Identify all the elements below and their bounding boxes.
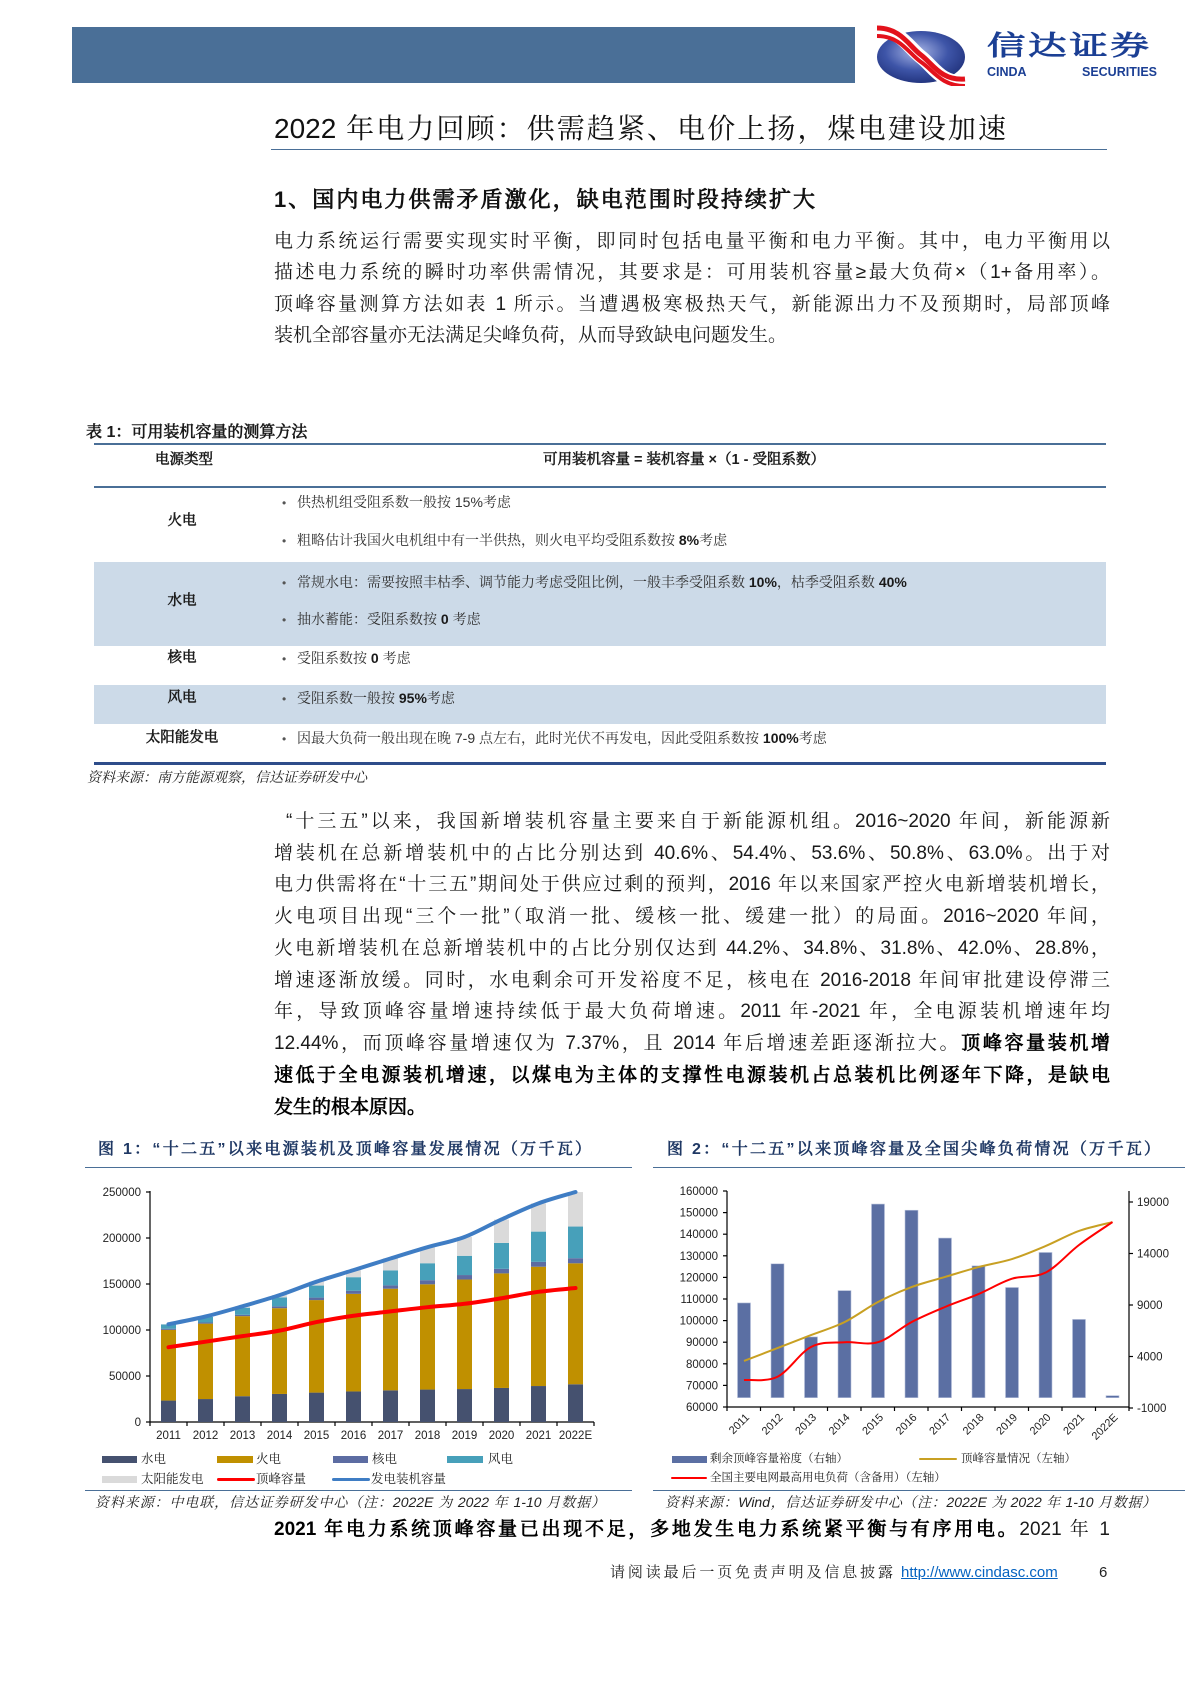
table-bullet	[282, 492, 511, 512]
bar	[1006, 1287, 1019, 1397]
table-bullet	[282, 728, 827, 748]
page-title: 2022 年电力回顾：供需趋紧、电价上扬，煤电建设加速	[274, 113, 1006, 144]
legend-swatch-icon	[217, 1478, 255, 1481]
bar-segment	[531, 1203, 546, 1231]
paragraph-line	[274, 807, 1110, 837]
bar-segment	[272, 1306, 287, 1308]
x-tick-label: 2011	[156, 1430, 181, 1442]
table-bullet	[282, 609, 481, 629]
bar-segment	[198, 1324, 213, 1399]
paragraph-line: 电力系统运行需要实现实时平衡，即同时包括电量平衡和电力平衡。其中，电力平衡用以	[274, 231, 1110, 252]
bullet-text: 考虑	[798, 730, 827, 746]
bar	[972, 1266, 985, 1398]
bullet-text: 粗略估计我国火电机组中有一半供热，则火电平均受阻系数按	[297, 532, 679, 548]
bullet-value: 40%	[878, 574, 907, 590]
bullet-value: 0	[440, 611, 449, 627]
paragraph-line	[274, 1093, 1110, 1123]
legend-label: 火电	[256, 1452, 282, 1466]
legend-label: 太阳能发电	[141, 1472, 204, 1486]
figure-source-rule	[653, 1490, 1185, 1491]
legend-swatch-icon	[332, 1478, 370, 1481]
y-tick-label: 150000	[102, 1279, 141, 1291]
bar-segment	[309, 1298, 324, 1300]
bullet-icon: •	[282, 496, 287, 510]
x-tick-label: 2016	[893, 1411, 920, 1438]
line-series	[169, 1192, 576, 1324]
bullet-icon: •	[282, 732, 287, 746]
line-series	[744, 1222, 1113, 1380]
table-row-shade	[94, 685, 1106, 724]
y-tick-label: 100000	[102, 1325, 141, 1337]
bar	[872, 1204, 885, 1398]
bar-segment	[235, 1316, 250, 1396]
table-row-label: 核电	[167, 650, 197, 666]
bar	[738, 1303, 751, 1398]
x-tick-label: 2017	[377, 1430, 404, 1442]
bar-segment	[420, 1390, 435, 1422]
y-tick-label-left: 130000	[679, 1250, 718, 1263]
footer-disclaimer: 请阅读最后一页免责声明及信息披露	[610, 1564, 893, 1581]
bar-segment	[457, 1389, 472, 1422]
figure-title-rule	[85, 1167, 632, 1168]
legend-swatch-icon	[102, 1476, 137, 1483]
bullet-text: 常规水电：需要按照丰枯季、调节能力考虑受阻比例，一般丰季受阻系数	[297, 574, 749, 590]
bar-segment	[457, 1280, 472, 1390]
x-tick-label: 2015	[860, 1411, 887, 1438]
y-tick-label: 0	[134, 1417, 141, 1429]
cinda-logo-icon	[871, 24, 969, 86]
bar-segment	[309, 1300, 324, 1393]
x-tick-label: 2021	[525, 1430, 552, 1442]
bar-segment	[346, 1291, 361, 1294]
bar-segment	[346, 1277, 361, 1291]
y-tick-label-left: 140000	[679, 1229, 718, 1242]
bar-segment	[494, 1269, 509, 1274]
bullet-text: 考虑	[699, 532, 728, 548]
y-tick-label-left: 60000	[686, 1402, 718, 1414]
bar-segment	[420, 1280, 435, 1284]
table-bullet	[282, 530, 727, 550]
figure-title: 图 1：“十二五”以来电源装机及顶峰容量发展情况（万千瓦）	[98, 1141, 591, 1158]
bar-segment	[309, 1393, 324, 1422]
bullet-text: ，枯季受阻系数	[776, 574, 879, 590]
bar-segment	[383, 1270, 398, 1285]
x-tick-label: 2021	[1061, 1411, 1088, 1438]
y-tick-label: 50000	[109, 1371, 141, 1383]
bullet-value: 8%	[678, 532, 700, 548]
bar-segment	[457, 1256, 472, 1275]
bar-segment	[531, 1386, 546, 1422]
bullet-value: 95%	[398, 690, 427, 706]
bar-segment	[494, 1388, 509, 1422]
y-tick-label-left: 80000	[686, 1358, 718, 1371]
emphasis-text: 2021 年电力系统顶峰容量已出现不足，多地发生电力系统紧平衡与有序用电。	[274, 1519, 1020, 1540]
bar-segment	[383, 1390, 398, 1422]
line-text: “十三五”以来，我国新增装机容量主要来自于新能源机组。2016~2020 年间，新能源新	[286, 811, 1110, 832]
legend-swatch-icon	[333, 1456, 368, 1463]
bullet-icon: •	[282, 613, 287, 627]
bar-segment	[568, 1227, 583, 1259]
bar-segment	[457, 1275, 472, 1279]
legend-label: 水电	[141, 1452, 167, 1466]
legend-swatch-icon	[102, 1456, 137, 1463]
y-tick-label: 250000	[102, 1187, 141, 1199]
legend-label: 顶峰容量情况（左轴）	[961, 1453, 1076, 1465]
bar-segment	[346, 1294, 361, 1392]
y-tick-label: 200000	[102, 1233, 141, 1245]
footer-website-link[interactable]: http://www.cindasc.com	[901, 1564, 1058, 1581]
table-bullet	[282, 648, 411, 668]
bar-segment	[531, 1262, 546, 1267]
paragraph-line	[274, 1029, 1110, 1059]
bullet-icon: •	[282, 576, 287, 590]
x-tick-label: 2011	[726, 1411, 753, 1437]
paragraph-line	[274, 839, 1110, 869]
line-text: 2021 年 1	[1019, 1519, 1110, 1540]
table-row-label: 火电	[167, 513, 197, 529]
bar-segment	[383, 1285, 398, 1288]
bar-segment	[568, 1192, 583, 1227]
emphasis-text: 发生的根本原因。	[274, 1097, 427, 1118]
y-tick-label-left: 120000	[679, 1272, 718, 1285]
x-tick-label: 2012	[192, 1430, 219, 1442]
y-tick-label-right: -1000	[1137, 1403, 1167, 1415]
bullet-text: 考虑	[448, 611, 481, 627]
paragraph-line	[274, 934, 1110, 964]
bar	[1106, 1396, 1119, 1398]
paragraph-line: 装机全部容量亦无法满足尖峰负荷，从而导致缺电问题发生。	[274, 325, 788, 346]
bar-segment	[568, 1384, 583, 1422]
bar-segment	[346, 1391, 361, 1422]
paragraph-line	[274, 902, 1110, 932]
x-tick-label: 2018	[414, 1430, 441, 1442]
bar-segment	[235, 1315, 250, 1316]
bullet-value: 100%	[762, 730, 799, 746]
x-tick-label: 2022E	[1089, 1411, 1121, 1443]
bar-segment	[235, 1396, 250, 1422]
emphasis-text: 顶峰容量装机增	[961, 1033, 1110, 1054]
table-top-rule	[94, 443, 1106, 445]
line-text: 火电项目出现“三个一批”（取消一批、缓核一批、缓建一批）的局面。2016~2020 年间，	[274, 906, 1110, 927]
table-header-type: 电源类型	[155, 452, 213, 468]
paragraph-line	[274, 1061, 1110, 1091]
table-title: 表 1：可用装机容量的测算方法	[86, 424, 308, 441]
chart-capacity-stacked-bar	[60, 1175, 620, 1450]
bar-segment	[568, 1263, 583, 1384]
y-tick-label-right: 14000	[1137, 1248, 1169, 1261]
x-tick-label: 2020	[1027, 1411, 1054, 1438]
x-tick-label: 2015	[303, 1430, 330, 1442]
y-tick-label-left: 100000	[679, 1315, 718, 1328]
closing-line	[274, 1515, 1110, 1545]
y-tick-label-right: 19000	[1137, 1197, 1169, 1209]
table-source: 资料来源：南方能源观察，信达证券研发中心	[87, 769, 367, 785]
title-divider	[271, 149, 1107, 150]
table-header-formula: 可用装机容量 = 装机容量 ×（1 - 受阻系数）	[543, 452, 825, 468]
bar-segment	[161, 1329, 176, 1330]
x-tick-label: 2012	[759, 1411, 786, 1438]
brand-name-cn: 信达证券	[987, 31, 1152, 61]
legend-swatch-icon	[447, 1456, 483, 1463]
x-tick-label: 2017	[927, 1411, 954, 1438]
x-tick-label: 2013	[793, 1411, 820, 1438]
table-row-label: 太阳能发电	[145, 730, 219, 746]
x-tick-label: 2014	[826, 1411, 853, 1438]
bullet-icon: •	[282, 534, 287, 548]
table-row-label: 风电	[167, 690, 197, 706]
bullet-text: 考虑	[426, 690, 455, 706]
bullet-icon: •	[282, 692, 287, 706]
bar-segment	[309, 1286, 324, 1298]
line-text: 电力供需将在“十三五”期间处于供应过剩的预判，2016 年以来国家严控火电新增装机增长，	[274, 874, 1110, 895]
bar	[939, 1238, 952, 1398]
bar-segment	[494, 1273, 509, 1388]
paragraph-line: 顶峰容量测算方法如表 1 所示。当遭遇极寒极热天气，新能源出力不及预期时，局部顶峰	[274, 294, 1110, 315]
y-tick-label-left: 90000	[686, 1337, 718, 1350]
bar-segment	[161, 1330, 176, 1401]
bar-segment	[272, 1308, 287, 1394]
bar	[905, 1210, 918, 1397]
paragraph-line	[274, 997, 1110, 1027]
bar-segment	[383, 1289, 398, 1391]
x-tick-label: 2014	[266, 1430, 293, 1442]
figure-source: 资料来源：Wind，信达证券研发中心（注：2022E 为 2022 年 1-10 月数据）	[665, 1494, 1156, 1510]
line-series	[169, 1288, 576, 1347]
y-tick-label-left: 70000	[686, 1380, 718, 1393]
bar-segment	[198, 1399, 213, 1422]
figure-title-rule	[653, 1167, 1185, 1168]
bullet-text: 供热机组受阻系数一般按 15%考虑	[297, 494, 511, 510]
y-tick-label-right: 9000	[1137, 1300, 1163, 1312]
legend-label: 全国主要电网最高用电负荷（含备用）（左轴）	[710, 1472, 946, 1484]
bar-segment	[494, 1243, 509, 1269]
figure-source: 资料来源：中电联，信达证券研发中心（注：2022E 为 2022 年 1-10 月数据）	[95, 1494, 605, 1510]
table-bullet	[282, 572, 907, 592]
bar-segment	[272, 1394, 287, 1422]
table-bottom-rule	[94, 762, 1106, 765]
x-tick-label: 2016	[340, 1430, 367, 1442]
page-number: 6	[1099, 1564, 1108, 1581]
bar-segment	[420, 1284, 435, 1389]
bullet-value: 10%	[748, 574, 777, 590]
x-tick-label: 2022E	[558, 1430, 593, 1442]
figure-title: 图 2：“十二五”以来顶峰容量及全国尖峰负荷情况（万千瓦）	[667, 1141, 1160, 1158]
line-text: 增装机在总新增装机中的占比分别达到 40.6%、54.4%、53.6%、50.8%、63.0%。出于对	[274, 843, 1110, 864]
section-heading: 1、国内电力供需矛盾激化，缺电范围时段持续扩大	[274, 187, 815, 212]
table-bullet	[282, 688, 455, 708]
line-text: 年，导致顶峰容量增速持续低于最大负荷增速。2011 年-2021 年，全电源装机增速年均	[274, 1001, 1110, 1022]
legend-swatch-icon	[672, 1456, 707, 1463]
bullet-text: 因最大负荷一般出现在晚 7-9 点左右，此时光伏不再发电，因此受阻系数按	[297, 730, 763, 746]
header-bar	[72, 27, 855, 83]
bar-segment	[568, 1258, 583, 1263]
x-tick-label: 2019	[451, 1430, 478, 1442]
legend-label: 风电	[488, 1452, 514, 1466]
bullet-value: 0	[370, 650, 379, 666]
legend-label: 顶峰容量	[256, 1472, 307, 1486]
bullet-text: 受阻系数按	[297, 650, 371, 666]
x-tick-label: 2018	[960, 1411, 987, 1438]
bullet-text: 受阻系数一般按	[297, 690, 399, 706]
paragraph-line	[274, 966, 1110, 996]
y-tick-label-left: 110000	[680, 1294, 718, 1306]
legend-swatch-icon	[217, 1456, 253, 1463]
y-tick-label-left: 150000	[679, 1207, 718, 1220]
table-header-rule	[94, 486, 1106, 488]
bullet-text: 抽水蓄能：受阻系数按	[297, 611, 441, 627]
legend-label: 核电	[372, 1452, 398, 1466]
bar-segment	[420, 1263, 435, 1280]
paragraph-line	[274, 870, 1110, 900]
y-tick-label-right: 4000	[1137, 1351, 1163, 1364]
bullet-text: 考虑	[378, 650, 411, 666]
emphasis-text: 速低于全电源装机增速，以煤电为主体的支撑性电源装机占总装机比例逐年下降，是缺电	[274, 1065, 1110, 1086]
line-text: 火电新增装机在总新增装机中的占比分别仅达到 44.2%、34.8%、31.8%、42.0%、28.8%，	[274, 938, 1110, 959]
bullet-icon: •	[282, 652, 287, 666]
x-tick-label: 2013	[229, 1430, 256, 1442]
legend-swatch-icon	[671, 1477, 707, 1479]
legend-swatch-icon	[919, 1458, 957, 1460]
x-tick-label: 2019	[994, 1411, 1021, 1438]
brand-name-en: CINDA SECURITIES	[987, 65, 1157, 79]
legend-label: 剩余顶峰容量裕度（右轴）	[710, 1453, 848, 1465]
chart-peak-capacity-load	[640, 1175, 1190, 1450]
figure-source-rule	[85, 1490, 632, 1491]
y-tick-label-left: 160000	[679, 1186, 718, 1198]
bar	[838, 1291, 851, 1398]
x-tick-label: 2020	[488, 1430, 515, 1442]
line-series	[744, 1222, 1113, 1361]
paragraph-line: 描述电力系统的瞬时功率供需情况，其要求是：可用装机容量≥最大负荷×（1+备用率）。	[274, 262, 1110, 283]
bar-segment	[531, 1232, 546, 1262]
bar-segment	[198, 1322, 213, 1323]
bar-segment	[531, 1267, 546, 1386]
line-text: 12.44%，而顶峰容量增速仅为 7.37%，且 2014 年后增速差距逐渐拉大。	[274, 1033, 962, 1054]
bar-segment	[161, 1401, 176, 1422]
line-text: 增速逐渐放缓。同时，水电剩余可开发裕度不足，核电在 2016-2018 年间审批建设停滞三	[274, 970, 1110, 991]
legend-label: 发电装机容量	[371, 1472, 447, 1486]
bar	[1073, 1319, 1086, 1397]
table-row-label: 水电	[167, 593, 197, 609]
